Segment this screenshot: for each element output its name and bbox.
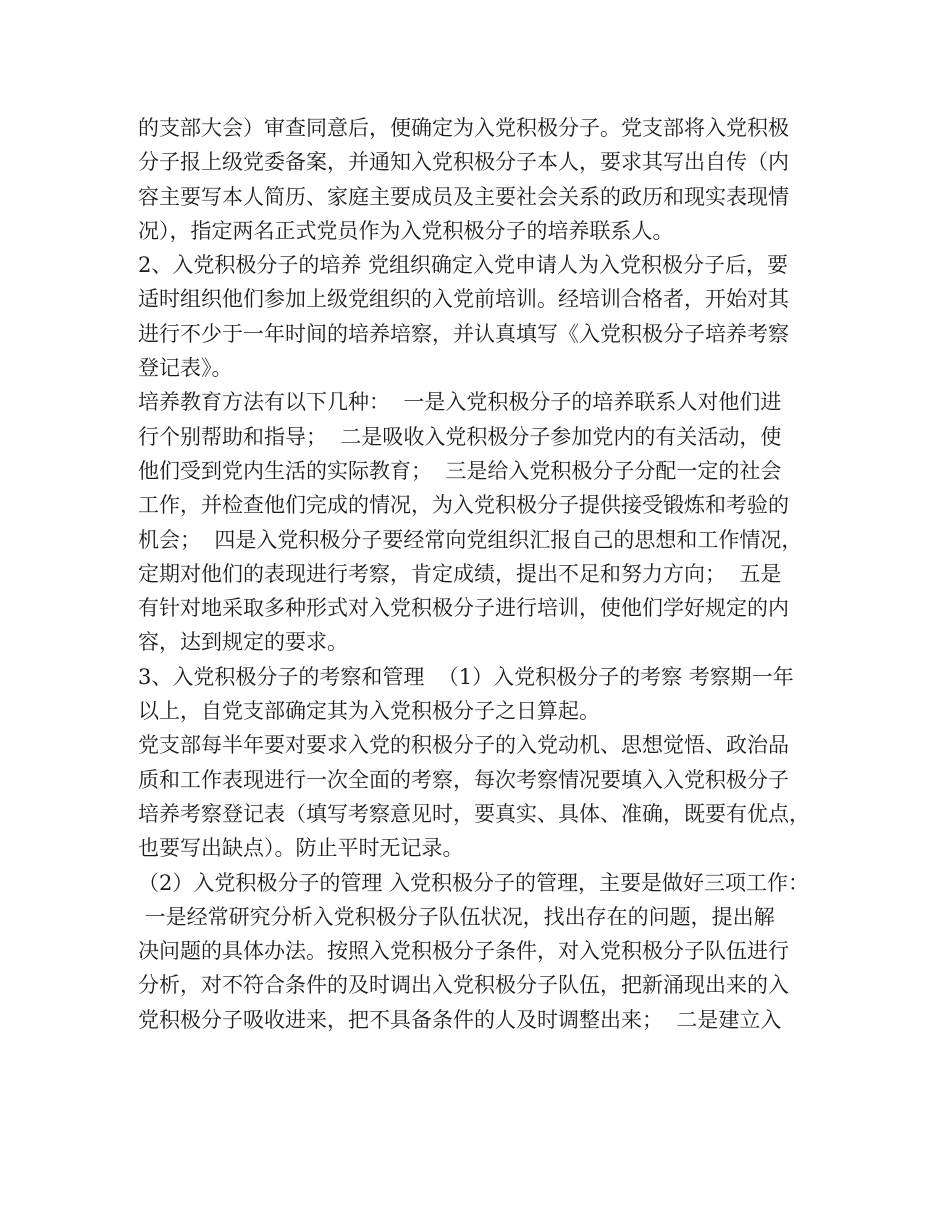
text-line: 2、入党积极分子的培养 党组织确定入党申请人为入党积极分子后，要 <box>138 253 789 278</box>
text-line: 他们受到党内生活的实际教育； 三是给入党积极分子分配一定的社会 <box>138 458 782 483</box>
text-line: 有针对地采取多种形式对入党积极分子进行培训，使他们学好规定的内 <box>138 596 789 621</box>
text-line: 培养考察登记表（填写考察意见时，要真实、具体、准确，既要有优点， <box>138 801 810 826</box>
text-line: 一是经常研究分析入党积极分子队伍状况，找出存在的问题，提出解 <box>138 904 775 929</box>
text-line: 况），指定两名正式党员作为入党积极分子的培养联系人。 <box>138 218 674 243</box>
text-line: 分子报上级党委备案，并通知入党积极分子本人，要求其写出自传（内 <box>138 150 789 175</box>
text-line: 的支部大会）审查同意后，便确定为入党积极分子。党支部将入党积极 <box>138 116 789 140</box>
text-line: 分析，对不符合条件的及时调出入党积极分子队伍，把新涌现出来的入 <box>138 973 789 998</box>
text-line: 定期对他们的表现进行考察，肯定成绩，提出不足和努力方向； 五是 <box>138 561 782 586</box>
text-line: 机会； 四是入党积极分子要经常向党组织汇报自己的思想和工作情况， <box>138 527 803 552</box>
text-line: 党积极分子吸收进来，把不具备条件的人及时调整出来； 二是建立入 <box>138 1007 782 1032</box>
text-line: 登记表》。 <box>138 356 233 381</box>
text-line: 行个别帮助和指导； 二是吸收入党积极分子参加党内的有关活动，使 <box>138 424 782 449</box>
text-line: 也要写出缺点）。防止平时无记录。 <box>138 836 464 861</box>
text-line: 工作，并检查他们完成的情况，为入党积极分子提供接受锻炼和考验的 <box>138 493 789 518</box>
text-line: 培养教育方法有以下几种： 一是入党积极分子的培养联系人对他们进 <box>138 390 782 415</box>
text-line: 决问题的具体办法。按照入党积极分子条件，对入党积极分子队伍进行 <box>138 939 789 964</box>
text-line: 进行不少于一年时间的培养培察，并认真填写《入党积极分子培养考察 <box>138 321 789 346</box>
text-line: 党支部每半年要对要求入党的积极分子的入党动机、思想觉悟、政治品 <box>138 733 789 758</box>
text-line: 适时组织他们参加上级党组织的入党前培训。经培训合格者，开始对其 <box>138 287 789 312</box>
document-body <box>138 111 828 1037</box>
text-line: 以上，自党支部确定其为入党积极分子之日算起。 <box>138 699 600 724</box>
text-line: 容主要写本人简历、家庭主要成员及主要社会关系的政历和现实表现情 <box>138 184 789 209</box>
text-line: （2）入党积极分子的管理 入党积极分子的管理，主要是做好三项工作： <box>138 870 810 895</box>
text-line: 容，达到规定的要求。 <box>138 630 348 655</box>
text-line: 3、入党积极分子的考察和管理 （1）入党积极分子的考察 考察期一年 <box>138 664 794 689</box>
text-line: 质和工作表现进行一次全面的考察，每次考察情况要填入入党积极分子 <box>138 767 789 792</box>
